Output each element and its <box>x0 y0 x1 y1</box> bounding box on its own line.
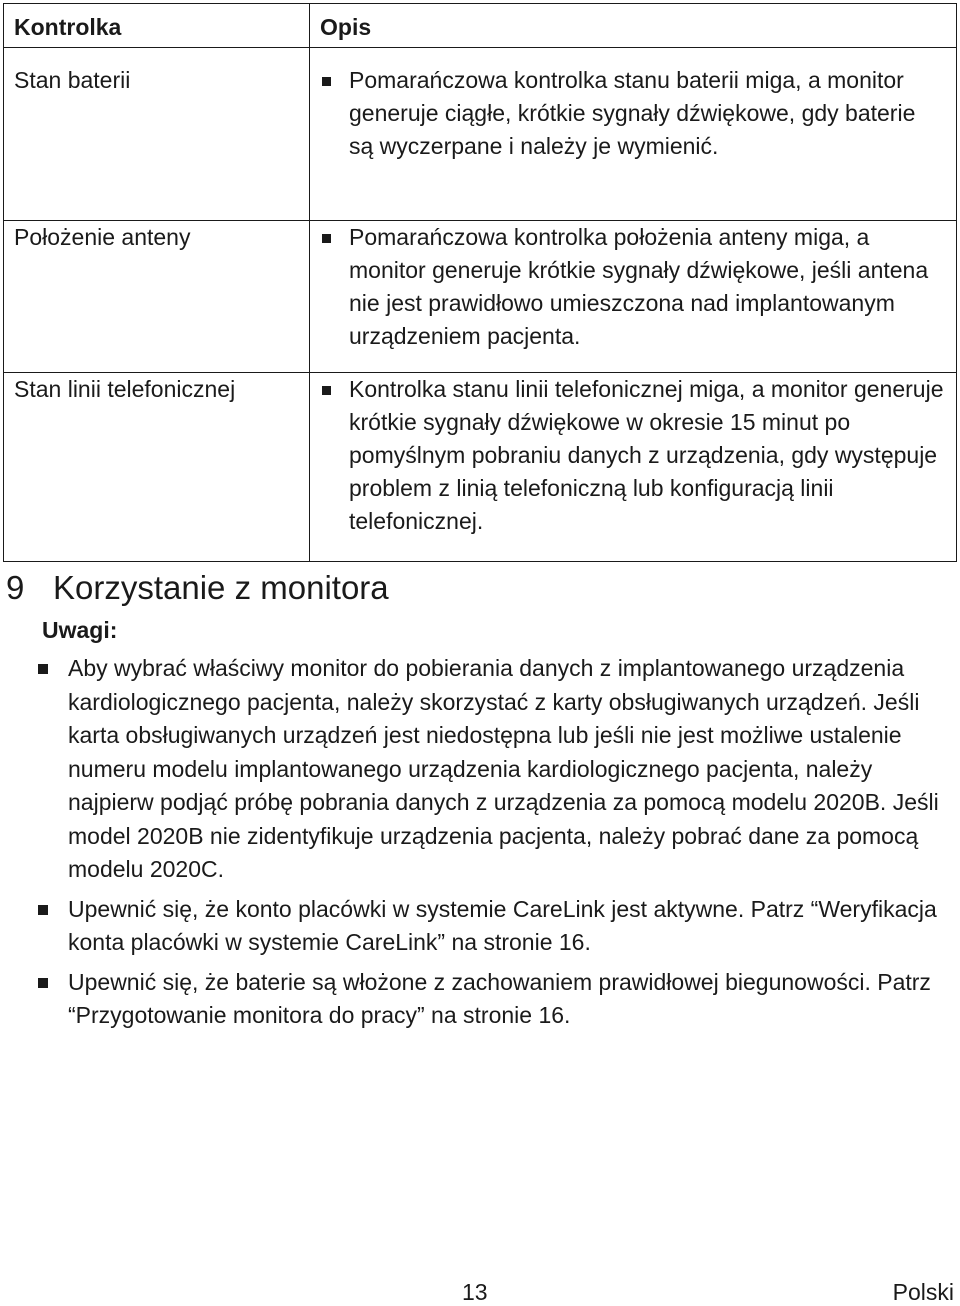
section-heading <box>6 566 389 610</box>
language-label: Polski <box>892 1279 954 1305</box>
list-item <box>38 893 943 960</box>
bullet-square-icon <box>322 77 331 86</box>
indicator-name: Stan baterii <box>4 48 310 221</box>
list-item-text: Aby wybrać właściwy monitor do pobierania danych z implantowanego urządzenia kardiologicznego pacjenta, należy skorzystać z karty obsługiwanych urządzeń. Jeśli karta obsługiwanych urządzeń jest niedostępna lub jeśli nie jest możliwe ustalenie numeru modelu implantowanego urządzenia kardiologicznego pacjenta, należy najpierw podjąć próbę pobrania danych z urządzenia za pomocą modelu 2020B. Jeśli model 2020B nie zidentyfikuje urządzenia pacjenta, należy pobrać dane za pomocą modelu 2020C. <box>68 655 939 882</box>
bullet-square-icon <box>38 664 48 674</box>
indicator-name: Stan linii telefonicznej <box>4 373 310 562</box>
bullet-square-icon <box>38 978 48 988</box>
table-header-row <box>4 4 957 48</box>
indicator-name: Położenie anteny <box>4 221 310 373</box>
table-row <box>4 373 957 562</box>
notes-list <box>38 652 943 1039</box>
column-header-description: Opis <box>310 4 957 48</box>
description-text: Kontrolka stanu linii telefonicznej miga, a monitor generuje krótkie sygnały dźwiękowe w okresie 15 minut po pomyślnym pobraniu danych z urządzenia, gdy występuje problem z linią telefoniczną lub konfiguracją linii telefonicznej. <box>349 376 944 534</box>
notes-label: Uwagi: <box>42 617 118 643</box>
bullet-square-icon <box>38 905 48 915</box>
list-item <box>38 652 943 887</box>
list-item-text: Upewnić się, że baterie są włożone z zachowaniem prawidłowej biegunowości. Patrz “Przygotowanie monitora do pracy” na stronie 16. <box>68 968 931 1028</box>
indicator-table <box>3 3 957 562</box>
section-number: 9 <box>6 569 25 606</box>
table-row <box>4 48 957 221</box>
list-item-text: Upewnić się, że konto placówki w systemie CareLink jest aktywne. Patrz “Weryfikacja konta placówki w systemie CareLink” na stronie 16. <box>68 895 937 955</box>
list-item <box>38 966 943 1033</box>
section-title: Korzystanie z monitora <box>53 569 389 606</box>
column-header-indicator: Kontrolka <box>4 4 310 48</box>
indicator-description <box>310 373 957 562</box>
indicator-description <box>310 48 957 221</box>
indicator-description <box>310 221 957 373</box>
table-row <box>4 221 957 373</box>
description-text: Pomarańczowa kontrolka położenia anteny miga, a monitor generuje krótkie sygnały dźwiękowe, jeśli antena nie jest prawidłowo umieszczona nad implantowanym urządzeniem pacjenta. <box>349 224 929 349</box>
page-number: 13 <box>462 1279 488 1305</box>
bullet-square-icon <box>322 234 331 243</box>
description-text: Pomarańczowa kontrolka stanu baterii miga, a monitor generuje ciągłe, krótkie sygnały dźwiękowe, gdy baterie są wyczerpane i należy je wymienić. <box>349 67 916 159</box>
bullet-square-icon <box>322 386 331 395</box>
